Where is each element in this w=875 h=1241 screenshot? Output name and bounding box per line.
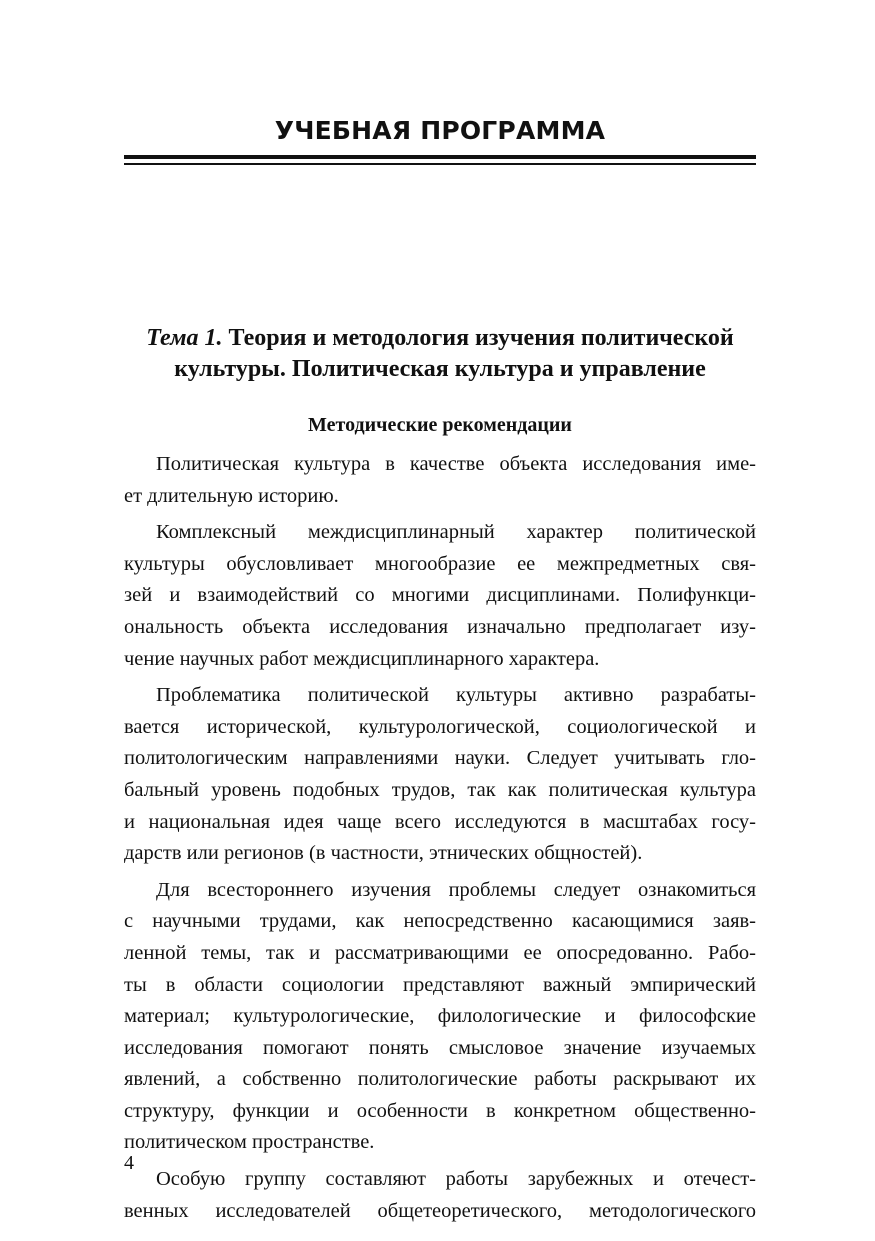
topic-title-line-1: Теория и методология изучения политической <box>228 325 734 351</box>
paragraph <box>124 875 756 1159</box>
paragraph-line: Проблематика политической культуры активно разрабаты- <box>156 684 756 707</box>
paragraph-line: культуры обусловливает многообразие ее межпредметных свя- <box>124 552 756 575</box>
paragraph-line: дарств или регионов (в частности, этнических общностей). <box>124 842 643 865</box>
paragraph-line: Комплексный междисциплинарный характер политической <box>156 521 756 544</box>
paragraph-line: ленной темы, так и рассматривающими ее опосредованно. Рабо- <box>124 941 756 964</box>
paragraph <box>124 1164 756 1227</box>
paragraph-line: зей и взаимодействий со многими дисциплинами. Полифункци- <box>124 584 756 607</box>
paragraph-line: Политическая культура в качестве объекта исследования име- <box>156 453 756 475</box>
paragraph <box>124 517 756 675</box>
paragraph <box>124 449 756 512</box>
paragraph-line: чение научных работ междисциплинарного характера. <box>124 647 600 670</box>
paragraph-line: ональность объекта исследования изначально предполагает изу- <box>124 615 756 638</box>
paragraph-line: структуру, функции и особенности в конкретном общественно- <box>124 1099 756 1122</box>
page-number: 4 <box>124 1152 134 1174</box>
paragraph-line: бальный уровень подобных трудов, так как политическая культура <box>124 778 756 801</box>
paragraph-line: политическом пространстве. <box>124 1131 375 1154</box>
paragraph-line: исследования помогают понять смысловое значение изучаемых <box>124 1036 756 1059</box>
paragraph-line: ет длительную историю. <box>124 484 339 507</box>
paragraph-line: и национальная идея чаще всего исследуются в масштабах госу- <box>124 810 756 833</box>
topic-heading-line-1 <box>124 323 756 354</box>
body-text <box>124 449 756 1232</box>
subheading: Методические рекомендации <box>308 414 572 436</box>
topic-label: Тема 1. <box>146 325 223 351</box>
paragraph-line: материал; культурологические, филологические и философские <box>124 1005 756 1028</box>
paragraph-line: ты в области социологии представляют важный эмпирический <box>124 973 756 996</box>
paragraph-line: Особую группу составляют работы зарубежных и отечест- <box>156 1168 756 1191</box>
paragraph-line: с научными трудами, как непосредственно касающимися заяв- <box>124 910 756 933</box>
topic-title-line-2: культуры. Политическая культура и управление <box>174 356 706 382</box>
paragraph-line: явлений, а собственно политологические работы раскрывают их <box>124 1068 756 1091</box>
paragraph-line: венных исследователей общетеоретического, методологического <box>124 1199 756 1222</box>
topic-heading <box>124 323 756 385</box>
paragraph-line: Для всестороннего изучения проблемы следует ознакомиться <box>156 878 756 901</box>
paragraph-line: политологическим направлениями науки. Следует учитывать гло- <box>124 747 756 770</box>
paragraph <box>124 680 756 870</box>
header-rule-thick <box>124 155 756 159</box>
paragraph-line: вается исторической, культурологической, социологической и <box>124 715 756 738</box>
running-head: УЧЕБНАЯ ПРОГРАММА <box>274 116 606 145</box>
header-rule-thin <box>124 163 756 165</box>
